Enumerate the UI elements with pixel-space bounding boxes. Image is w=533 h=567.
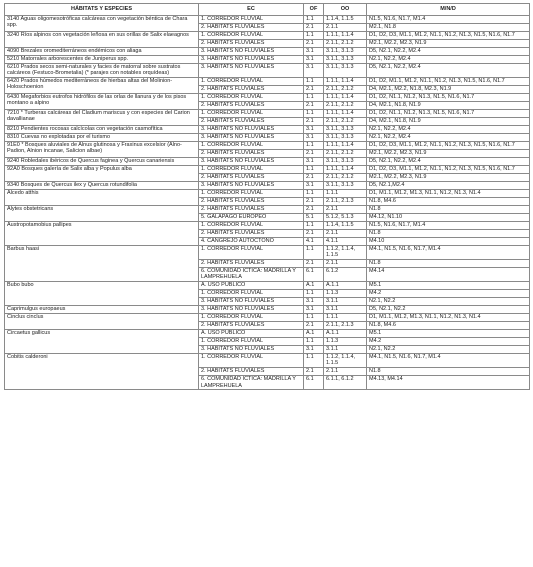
oo-cell: 2.1.1: [324, 205, 367, 213]
of-cell: 2.1: [304, 117, 324, 125]
ec-cell: A. USO PÚBLICO: [199, 281, 304, 289]
table-row: [5, 189, 530, 197]
mnd-cell: N2.1, N2.2: [367, 297, 530, 305]
oo-cell: 3.1.1, 3.1.3: [324, 47, 367, 55]
of-cell: 2.1: [304, 101, 324, 109]
ec-cell: 1. CORREDOR FLUVIAL: [199, 31, 304, 39]
mnd-cell: M4.1, N1.5, N1.6, N1.7, M1.4: [367, 353, 530, 367]
ec-cell: 3. HÁBITATS NO FLUVIALES: [199, 345, 304, 353]
mnd-cell: N2.1, N2.2: [367, 345, 530, 353]
oo-cell: 1.1.4, 1.1.5: [324, 15, 367, 23]
of-cell: 3.1: [304, 297, 324, 305]
mnd-cell: N1.8, M4.6: [367, 197, 530, 205]
mnd-cell: N2.1, N2.2, M2.4: [367, 125, 530, 133]
of-cell: 3.1: [304, 47, 324, 55]
table-row: [5, 157, 530, 165]
of-cell: 1.1: [304, 313, 324, 321]
table-row: [5, 15, 530, 23]
ec-cell: 3. HÁBITATS NO FLUVIALES: [199, 297, 304, 305]
oo-cell: 2.1.1: [324, 259, 367, 267]
ec-cell: A. USO PÚBLICO: [199, 329, 304, 337]
mnd-cell: M2.1, M2.2, M2.3, N1.9: [367, 149, 530, 157]
ec-cell: 1. CORREDOR FLUVIAL: [199, 15, 304, 23]
of-cell: 1.1: [304, 165, 324, 173]
ec-cell: 2. HÁBITATS FLUVIALES: [199, 197, 304, 205]
habitat-cell: 9240 Robledales ibéricos de Quercus faginea y Quercus canariensis: [5, 157, 199, 165]
habitat-cell: Circaetus gallicus: [5, 329, 199, 353]
ec-cell: 2. HÁBITATS FLUVIALES: [199, 259, 304, 267]
ec-cell: 1. CORREDOR FLUVIAL: [199, 221, 304, 229]
of-cell: 1.1: [304, 189, 324, 197]
oo-cell: 2.1.1, 2.1.2: [324, 149, 367, 157]
mnd-cell: M5.1: [367, 329, 530, 337]
oo-cell: 3.1.1, 3.1.3: [324, 63, 367, 77]
oo-cell: 1.1.3: [324, 289, 367, 297]
of-cell: 2.1: [304, 205, 324, 213]
habitats-table: [4, 3, 530, 390]
oo-cell: 2.1.1, 2.1.2: [324, 117, 367, 125]
oo-cell: 2.1.1: [324, 229, 367, 237]
habitat-cell: 7210 * Turberas calcáreas del Cladium mariscus y con especies del Carion davallianae: [5, 109, 199, 125]
oo-cell: 2.1.1, 2.1.2: [324, 39, 367, 47]
mnd-cell: D5, N2.1, N2.2: [367, 305, 530, 313]
of-cell: 3.1: [304, 125, 324, 133]
oo-cell: 1.1.1, 1.1.4: [324, 93, 367, 101]
table-row: [5, 109, 530, 117]
ec-cell: 3. HÁBITATS NO FLUVIALES: [199, 305, 304, 313]
of-cell: 1.1: [304, 221, 324, 229]
ec-cell: 2. HÁBITATS FLUVIALES: [199, 173, 304, 181]
of-cell: 1.1: [304, 353, 324, 367]
oo-cell: 3.1.1: [324, 305, 367, 313]
oo-cell: 3.1.1, 3.1.3: [324, 157, 367, 165]
of-cell: 2.1: [304, 197, 324, 205]
of-cell: 1.1: [304, 245, 324, 259]
of-cell: 1.1: [304, 77, 324, 85]
ec-cell: 4. CANGREJO AUTÓCTONO: [199, 237, 304, 245]
ec-cell: 1. CORREDOR FLUVIAL: [199, 77, 304, 85]
mnd-cell: D4, M2.1, M2.2, N1.8, M2.3, N1.9: [367, 85, 530, 93]
oo-cell: 1.1.2, 1.1.4, 1.1.5: [324, 245, 367, 259]
ec-cell: 1. CORREDOR FLUVIAL: [199, 189, 304, 197]
mnd-cell: D5, N2.1, N2.2, M2.4: [367, 63, 530, 77]
of-cell: 2.1: [304, 321, 324, 329]
mnd-cell: D5, N2.1, N2.2, M2.4: [367, 157, 530, 165]
of-cell: 2.1: [304, 367, 324, 375]
of-cell: 3.1: [304, 305, 324, 313]
oo-cell: 3.1.1: [324, 297, 367, 305]
mnd-cell: D4, M2.1, N1.8, N1.9: [367, 101, 530, 109]
ec-cell: 6. COMUNIDAD ÍCTICA: MADRILLA Y LAMPREHUELA: [199, 267, 304, 281]
mnd-cell: N2.1, N2.2, M2.4: [367, 133, 530, 141]
of-cell: 2.1: [304, 173, 324, 181]
table-row: [5, 313, 530, 321]
ec-cell: 3. HÁBITATS NO FLUVIALES: [199, 157, 304, 165]
habitat-cell: 91E0 * Bosques aluviales de Alnus glutinosa y Fraxinus excelsior (Alno-Padion, Alnion incanae, Salicion albae): [5, 141, 199, 157]
habitat-cell: 6430 Megaforbios eutrofos hidrófilos de las orlas de llanura y de los pisos montano a alpino: [5, 93, 199, 109]
table-row: [5, 47, 530, 55]
of-cell: 1.1: [304, 141, 324, 149]
table-row: [5, 245, 530, 259]
ec-cell: 2. HÁBITATS FLUVIALES: [199, 149, 304, 157]
of-cell: 3.1: [304, 55, 324, 63]
table-row: [5, 93, 530, 101]
mnd-cell: D1, D2, D3, M1.1, M1.2, N1.1, N1.2, N1.3, N1.5, N1.6, N1.7: [367, 31, 530, 39]
oo-cell: 1.1.1: [324, 313, 367, 321]
habitat-cell: Alytes obstetricans: [5, 205, 199, 221]
ec-cell: 1. CORREDOR FLUVIAL: [199, 109, 304, 117]
habitat-cell: 9340 Bosques de Quercus ilex y Quercus rotundifolia: [5, 181, 199, 189]
habitat-cell: 4090 Brezales oromediterráneos endémicos con aliaga: [5, 47, 199, 55]
oo-cell: A.1.1: [324, 329, 367, 337]
mnd-cell: N1.8: [367, 259, 530, 267]
of-cell: 3.1: [304, 345, 324, 353]
table-row: [5, 281, 530, 289]
oo-cell: 6.1.2: [324, 267, 367, 281]
mnd-cell: M4.2: [367, 289, 530, 297]
of-cell: 6.1: [304, 267, 324, 281]
habitat-cell: 3140 Aguas oligomesotróficas calcáreas con vegetación béntica de Chara spp.: [5, 15, 199, 31]
ec-cell: 1. CORREDOR FLUVIAL: [199, 141, 304, 149]
table-row: [5, 125, 530, 133]
oo-cell: 1.1.2, 1.1.4, 1.1.5: [324, 353, 367, 367]
mnd-cell: D1, D2, M1.1, M1.2, N1.1, N1.2, N1.3, N1.5, N1.6, N1.7: [367, 77, 530, 85]
table-body: [5, 15, 530, 389]
ec-cell: 3. HÁBITATS NO FLUVIALES: [199, 133, 304, 141]
of-cell: 1.1: [304, 337, 324, 345]
of-cell: 3.1: [304, 63, 324, 77]
habitat-cell: 8310 Cuevas no explotadas por el turismo: [5, 133, 199, 141]
ec-cell: 1. CORREDOR FLUVIAL: [199, 337, 304, 345]
of-cell: 5.1: [304, 213, 324, 221]
oo-cell: 2.1.1, 2.1.2: [324, 85, 367, 93]
mnd-cell: D5, N2.1, N2.2, M2.4: [367, 47, 530, 55]
mnd-cell: N1.5, N1.6, N1.7, M1.4: [367, 221, 530, 229]
of-cell: 1.1: [304, 93, 324, 101]
ec-cell: 1. CORREDOR FLUVIAL: [199, 313, 304, 321]
habitats-table-wrapper: [4, 3, 529, 390]
mnd-cell: M4.10: [367, 237, 530, 245]
oo-cell: 4.1.1: [324, 237, 367, 245]
table-row: [5, 205, 530, 213]
ec-cell: 1. CORREDOR FLUVIAL: [199, 165, 304, 173]
oo-cell: 3.1.1, 3.1.3: [324, 125, 367, 133]
mnd-cell: D1, D2, D3, M1.1, M1.2, N1.1, N1.2, N1.3, N1.5, N1.6, N1.7: [367, 165, 530, 173]
table-row: [5, 181, 530, 189]
mnd-cell: N2.1, N2.2, M2.4: [367, 55, 530, 63]
of-cell: 2.1: [304, 23, 324, 31]
ec-cell: 2. HÁBITATS FLUVIALES: [199, 85, 304, 93]
of-cell: 3.1: [304, 133, 324, 141]
table-row: [5, 31, 530, 39]
table-row: [5, 55, 530, 63]
habitat-cell: 5210 Matorrales arborescentes de Juniperus spp.: [5, 55, 199, 63]
of-cell: 1.1: [304, 289, 324, 297]
habitat-cell: 8210 Pendientes rocosas calcícolas con vegetación casmofítica: [5, 125, 199, 133]
oo-cell: 3.1.1, 3.1.3: [324, 181, 367, 189]
oo-cell: 3.1.1, 3.1.3: [324, 55, 367, 63]
mnd-cell: N1.8: [367, 229, 530, 237]
mnd-cell: M2.1, N1.8: [367, 23, 530, 31]
oo-cell: 2.1.1, 2.1.3: [324, 321, 367, 329]
ec-cell: 1. CORREDOR FLUVIAL: [199, 353, 304, 367]
mnd-cell: D1, M1.1, M1.2, M1.3, N1.1, N1.2, N1.3, N1.4: [367, 189, 530, 197]
table-row: [5, 77, 530, 85]
of-cell: 2.1: [304, 229, 324, 237]
of-cell: 1.1: [304, 15, 324, 23]
ec-cell: 3. HÁBITATS NO FLUVIALES: [199, 181, 304, 189]
oo-cell: 3.1.1, 3.1.3: [324, 133, 367, 141]
mnd-cell: D4, M2.1, N1.8, N1.9: [367, 117, 530, 125]
mnd-cell: M2.1, M2.2, M2.3, N1.9: [367, 173, 530, 181]
habitat-cell: Barbus haasi: [5, 245, 199, 281]
mnd-cell: M5.1: [367, 281, 530, 289]
ec-cell: 2. HÁBITATS FLUVIALES: [199, 205, 304, 213]
mnd-cell: D1, M1.1, M1.2, M1.3, N1.1, N1.2, N1.3, N1.4: [367, 313, 530, 321]
ec-cell: 2. HÁBITATS FLUVIALES: [199, 23, 304, 31]
header-habitats: HÁBITATS Y ESPECIES: [5, 4, 199, 16]
ec-cell: 2. HÁBITATS FLUVIALES: [199, 101, 304, 109]
oo-cell: 2.1.1: [324, 367, 367, 375]
oo-cell: 1.1.1, 1.1.4: [324, 109, 367, 117]
oo-cell: 2.1.1: [324, 23, 367, 31]
ec-cell: 1. CORREDOR FLUVIAL: [199, 289, 304, 297]
of-cell: A.1: [304, 329, 324, 337]
of-cell: 3.1: [304, 157, 324, 165]
header-ec: EC: [199, 4, 304, 16]
oo-cell: 1.1.3: [324, 337, 367, 345]
table-row: [5, 133, 530, 141]
mnd-cell: N1.8, M4.6: [367, 321, 530, 329]
habitat-cell: Bubo bubo: [5, 281, 199, 305]
ec-cell: 2. HÁBITATS FLUVIALES: [199, 117, 304, 125]
header-mnd: M/N/D: [367, 4, 530, 16]
table-row: [5, 305, 530, 313]
habitat-cell: Caprimulgus europaeus: [5, 305, 199, 313]
ec-cell: 2. HÁBITATS FLUVIALES: [199, 367, 304, 375]
habitat-cell: 6420 Prados húmedos mediterráneos de hierbas altas del Molinion-Holoschoenion: [5, 77, 199, 93]
oo-cell: 1.1.1, 1.1.4: [324, 141, 367, 149]
table-row: [5, 329, 530, 337]
mnd-cell: M4.2: [367, 337, 530, 345]
habitat-cell: 6210 Prados secos semi-naturales y facies de matorral sobre sustratos calcáreos (Festuco-Brometalia) (* parajes con notables orquídeas): [5, 63, 199, 77]
ec-cell: 5. GALÁPAGO EUROPEO: [199, 213, 304, 221]
of-cell: 1.1: [304, 109, 324, 117]
of-cell: 2.1: [304, 149, 324, 157]
mnd-cell: M4.1, N1.5, N1.6, N1.7, M1.4: [367, 245, 530, 259]
table-row: [5, 63, 530, 77]
mnd-cell: D1, D2, N1.1, N1.2, N1.3, N1.5, N1.6, N1.7: [367, 93, 530, 101]
ec-cell: 2. HÁBITATS FLUVIALES: [199, 321, 304, 329]
table-header-row: [5, 4, 530, 16]
ec-cell: 1. CORREDOR FLUVIAL: [199, 93, 304, 101]
ec-cell: 3. HÁBITATS NO FLUVIALES: [199, 63, 304, 77]
oo-cell: 1.1.1, 1.1.4: [324, 77, 367, 85]
mnd-cell: D1, D2, N1.1, N1.2, N1.3, N1.5, N1.6, N1.7: [367, 109, 530, 117]
oo-cell: 1.1.1, 1.1.4: [324, 165, 367, 173]
of-cell: 4.1: [304, 237, 324, 245]
oo-cell: 6.1.1, 6.1.2: [324, 375, 367, 389]
ec-cell: 3. HÁBITATS NO FLUVIALES: [199, 55, 304, 63]
mnd-cell: M4.13, M4.14: [367, 375, 530, 389]
habitat-cell: Alcedo atthis: [5, 189, 199, 205]
table-row: [5, 141, 530, 149]
table-row: [5, 353, 530, 367]
oo-cell: 2.1.1, 2.1.3: [324, 197, 367, 205]
oo-cell: 2.1.1, 2.1.2: [324, 101, 367, 109]
ec-cell: 1. CORREDOR FLUVIAL: [199, 245, 304, 259]
oo-cell: 3.1.1: [324, 345, 367, 353]
oo-cell: 1.1.4, 1.1.5: [324, 221, 367, 229]
table-row: [5, 165, 530, 173]
oo-cell: A.1.1: [324, 281, 367, 289]
habitat-cell: 3240 Ríos alpinos con vegetación leñosa en sus orillas de Salix elaeagnos: [5, 31, 199, 47]
ec-cell: 6. COMUNIDAD ÍCTICA: MADRILLA Y LAMPREHUELA: [199, 375, 304, 389]
of-cell: 6.1: [304, 375, 324, 389]
mnd-cell: M4.14: [367, 267, 530, 281]
mnd-cell: N1.8: [367, 367, 530, 375]
habitat-cell: 92A0 Bosques galería de Salix alba y Populus alba: [5, 165, 199, 181]
ec-cell: 2. HÁBITATS FLUVIALES: [199, 229, 304, 237]
mnd-cell: N1.5, N1.6, N1.7, M1.4: [367, 15, 530, 23]
of-cell: 1.1: [304, 31, 324, 39]
table-row: [5, 221, 530, 229]
ec-cell: 2. HÁBITATS FLUVIALES: [199, 39, 304, 47]
habitat-cell: Cinclus cinclus: [5, 313, 199, 329]
header-oo: OO: [324, 4, 367, 16]
of-cell: 2.1: [304, 39, 324, 47]
mnd-cell: M4.12, N1.10: [367, 213, 530, 221]
mnd-cell: D1, D2, D3, M1.1, M1.2, N1.1, N1.2, N1.3, N1.5, N1.6, N1.7: [367, 141, 530, 149]
of-cell: A.1: [304, 281, 324, 289]
header-of: OF: [304, 4, 324, 16]
ec-cell: 3. HÁBITATS NO FLUVIALES: [199, 125, 304, 133]
of-cell: 2.1: [304, 85, 324, 93]
ec-cell: 3. HÁBITATS NO FLUVIALES: [199, 47, 304, 55]
habitat-cell: Austropotamobius pallipes: [5, 221, 199, 245]
oo-cell: 1.1.1: [324, 189, 367, 197]
oo-cell: 2.1.1, 2.1.2: [324, 173, 367, 181]
oo-cell: 5.1.2, 5.1.3: [324, 213, 367, 221]
mnd-cell: D5, N2.1,M2.4: [367, 181, 530, 189]
habitat-cell: Cobitis calderoni: [5, 353, 199, 389]
mnd-cell: N1.8: [367, 205, 530, 213]
of-cell: 2.1: [304, 259, 324, 267]
oo-cell: 1.1.1, 1.1.4: [324, 31, 367, 39]
mnd-cell: M2.1, M2.2, M2.3, N1.9: [367, 39, 530, 47]
of-cell: 3.1: [304, 181, 324, 189]
